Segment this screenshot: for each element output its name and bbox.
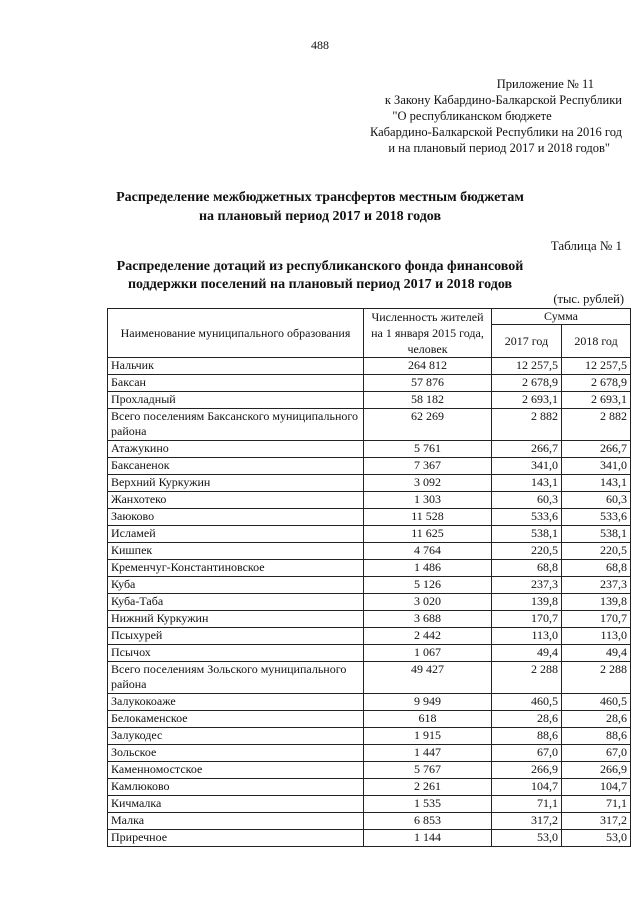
cell-name: Приречное [108,830,364,847]
cell-2018: 2 678,9 [562,375,631,392]
cell-2018: 88,6 [562,728,631,745]
table-row [108,745,631,762]
header-population: Численность жителей на 1 января 2015 года, человек [364,309,492,358]
table-body [108,358,631,847]
subsidy-table [107,308,631,847]
cell-2017: 113,0 [492,628,562,645]
cell-name: Исламей [108,526,364,543]
cell-2017: 68,8 [492,560,562,577]
cell-2017: 533,6 [492,509,562,526]
cell-2017: 2 678,9 [492,375,562,392]
cell-2017: 460,5 [492,694,562,711]
cell-name: Жанхотеко [108,492,364,509]
cell-population: 49 427 [364,662,492,694]
cell-population: 7 367 [364,458,492,475]
cell-2017: 49,4 [492,645,562,662]
cell-population: 2 261 [364,779,492,796]
table-row [108,611,631,628]
table-row [108,475,631,492]
cell-name: Атажукино [108,441,364,458]
cell-name: Верхний Куркужин [108,475,364,492]
table-row [108,628,631,645]
cell-2017: 170,7 [492,611,562,628]
cell-name: Всего поселениям Зольского муниципального района [108,662,364,694]
table-row-total [108,409,631,441]
cell-2018: 220,5 [562,543,631,560]
cell-population: 1 144 [364,830,492,847]
cell-2017: 317,2 [492,813,562,830]
cell-2018: 2 693,1 [562,392,631,409]
cell-2018: 266,9 [562,762,631,779]
cell-population: 62 269 [364,409,492,441]
cell-2017: 341,0 [492,458,562,475]
cell-name: Куба [108,577,364,594]
main-title-line-1: Распределение межбюджетных трансфертов местным бюджетам [116,190,524,205]
cell-name: Нальчик [108,358,364,375]
table-title-line-2: поддержки поселений на плановый период 2017 и 2018 годов [127,277,513,292]
cell-name: Кременчуг-Константиновское [108,560,364,577]
appendix-line-5: и на плановый период 2017 и 2018 годов" [388,141,610,155]
header-sum: Сумма [492,309,631,325]
main-title-line-2: на плановый период 2017 и 2018 годов [198,209,442,224]
table-row [108,458,631,475]
cell-2017: 237,3 [492,577,562,594]
cell-2018: 341,0 [562,458,631,475]
cell-population: 5 761 [364,441,492,458]
cell-2018: 113,0 [562,628,631,645]
table-title-line-1: Распределение дотаций из республиканского фонда финансовой [116,259,524,274]
cell-population: 264 812 [364,358,492,375]
cell-2018: 460,5 [562,694,631,711]
cell-2018: 143,1 [562,475,631,492]
cell-2018: 170,7 [562,611,631,628]
table-row [108,594,631,611]
cell-2018: 2 288 [562,662,631,694]
cell-2017: 104,7 [492,779,562,796]
cell-2017: 220,5 [492,543,562,560]
cell-name: Псычох [108,645,364,662]
cell-2017: 67,0 [492,745,562,762]
cell-2017: 71,1 [492,796,562,813]
cell-population: 1 303 [364,492,492,509]
cell-population: 9 949 [364,694,492,711]
cell-2018: 28,6 [562,711,631,728]
cell-population: 3 688 [364,611,492,628]
cell-2017: 538,1 [492,526,562,543]
cell-name: Залукодес [108,728,364,745]
cell-2018: 12 257,5 [562,358,631,375]
cell-2017: 266,9 [492,762,562,779]
cell-2018: 67,0 [562,745,631,762]
table-row [108,711,631,728]
cell-population: 1 915 [364,728,492,745]
cell-2018: 139,8 [562,594,631,611]
cell-2018: 68,8 [562,560,631,577]
table-row [108,830,631,847]
cell-name: Залукокоаже [108,694,364,711]
cell-population: 1 486 [364,560,492,577]
table-number: Таблица № 1 [550,238,622,253]
table-row [108,375,631,392]
units-label: (тыс. рублей) [553,292,624,306]
cell-2017: 60,3 [492,492,562,509]
cell-name: Зольское [108,745,364,762]
cell-2018: 533,6 [562,509,631,526]
cell-name: Куба-Таба [108,594,364,611]
table-row [108,509,631,526]
table-row [108,694,631,711]
appendix-line-2: к Закону Кабардино-Балкарской Республики [384,93,622,107]
table-row [108,543,631,560]
table-row [108,813,631,830]
table-title [0,258,640,294]
cell-population: 3 092 [364,475,492,492]
cell-2018: 266,7 [562,441,631,458]
appendix-line-3: "О республиканском бюджете [392,109,552,123]
cell-2018: 104,7 [562,779,631,796]
cell-population: 11 528 [364,509,492,526]
cell-population: 11 625 [364,526,492,543]
cell-name: Баксан [108,375,364,392]
cell-2017: 53,0 [492,830,562,847]
cell-2017: 2 288 [492,662,562,694]
cell-2018: 2 882 [562,409,631,441]
cell-population: 5 767 [364,762,492,779]
cell-population: 1 535 [364,796,492,813]
table-row [108,645,631,662]
cell-population: 2 442 [364,628,492,645]
cell-2017: 12 257,5 [492,358,562,375]
table-row [108,560,631,577]
table-row [108,392,631,409]
cell-name: Баксаненок [108,458,364,475]
table-row [108,492,631,509]
cell-2018: 53,0 [562,830,631,847]
cell-2017: 143,1 [492,475,562,492]
header-2017: 2017 год [492,324,562,357]
appendix-line-1: Приложение № 11 [496,77,594,91]
header-name: Наименование муниципального образования [108,309,364,358]
cell-name: Камлюково [108,779,364,796]
table-row [108,358,631,375]
cell-name: Кишпек [108,543,364,560]
cell-population: 4 764 [364,543,492,560]
cell-name: Каменномостское [108,762,364,779]
cell-2017: 139,8 [492,594,562,611]
cell-name: Всего поселениям Баксанского муниципального района [108,409,364,441]
cell-population: 3 020 [364,594,492,611]
cell-name: Малка [108,813,364,830]
table-row [108,526,631,543]
table-row [108,796,631,813]
table-row [108,779,631,796]
cell-2018: 49,4 [562,645,631,662]
cell-2017: 28,6 [492,711,562,728]
table-row [108,728,631,745]
header-2018: 2018 год [562,324,631,357]
cell-population: 5 126 [364,577,492,594]
cell-2018: 538,1 [562,526,631,543]
cell-2017: 2 882 [492,409,562,441]
cell-population: 57 876 [364,375,492,392]
cell-population: 1 067 [364,645,492,662]
cell-name: Прохладный [108,392,364,409]
cell-population: 58 182 [364,392,492,409]
cell-name: Кичмалка [108,796,364,813]
cell-2018: 317,2 [562,813,631,830]
cell-2018: 71,1 [562,796,631,813]
cell-name: Нижний Куркужин [108,611,364,628]
cell-2017: 88,6 [492,728,562,745]
cell-name: Псыхурей [108,628,364,645]
cell-population: 6 853 [364,813,492,830]
table-row [108,762,631,779]
cell-2018: 237,3 [562,577,631,594]
cell-2017: 2 693,1 [492,392,562,409]
cell-2018: 60,3 [562,492,631,509]
table-row [108,577,631,594]
table-row-total [108,662,631,694]
cell-name: Белокаменское [108,711,364,728]
page-number: 488 [311,38,329,52]
cell-population: 1 447 [364,745,492,762]
table-row [108,441,631,458]
cell-2017: 266,7 [492,441,562,458]
appendix-header [322,76,622,156]
cell-name: Заюково [108,509,364,526]
cell-population: 618 [364,711,492,728]
appendix-line-4: Кабардино-Балкарской Республики на 2016 год [369,125,622,139]
main-title [0,188,640,226]
